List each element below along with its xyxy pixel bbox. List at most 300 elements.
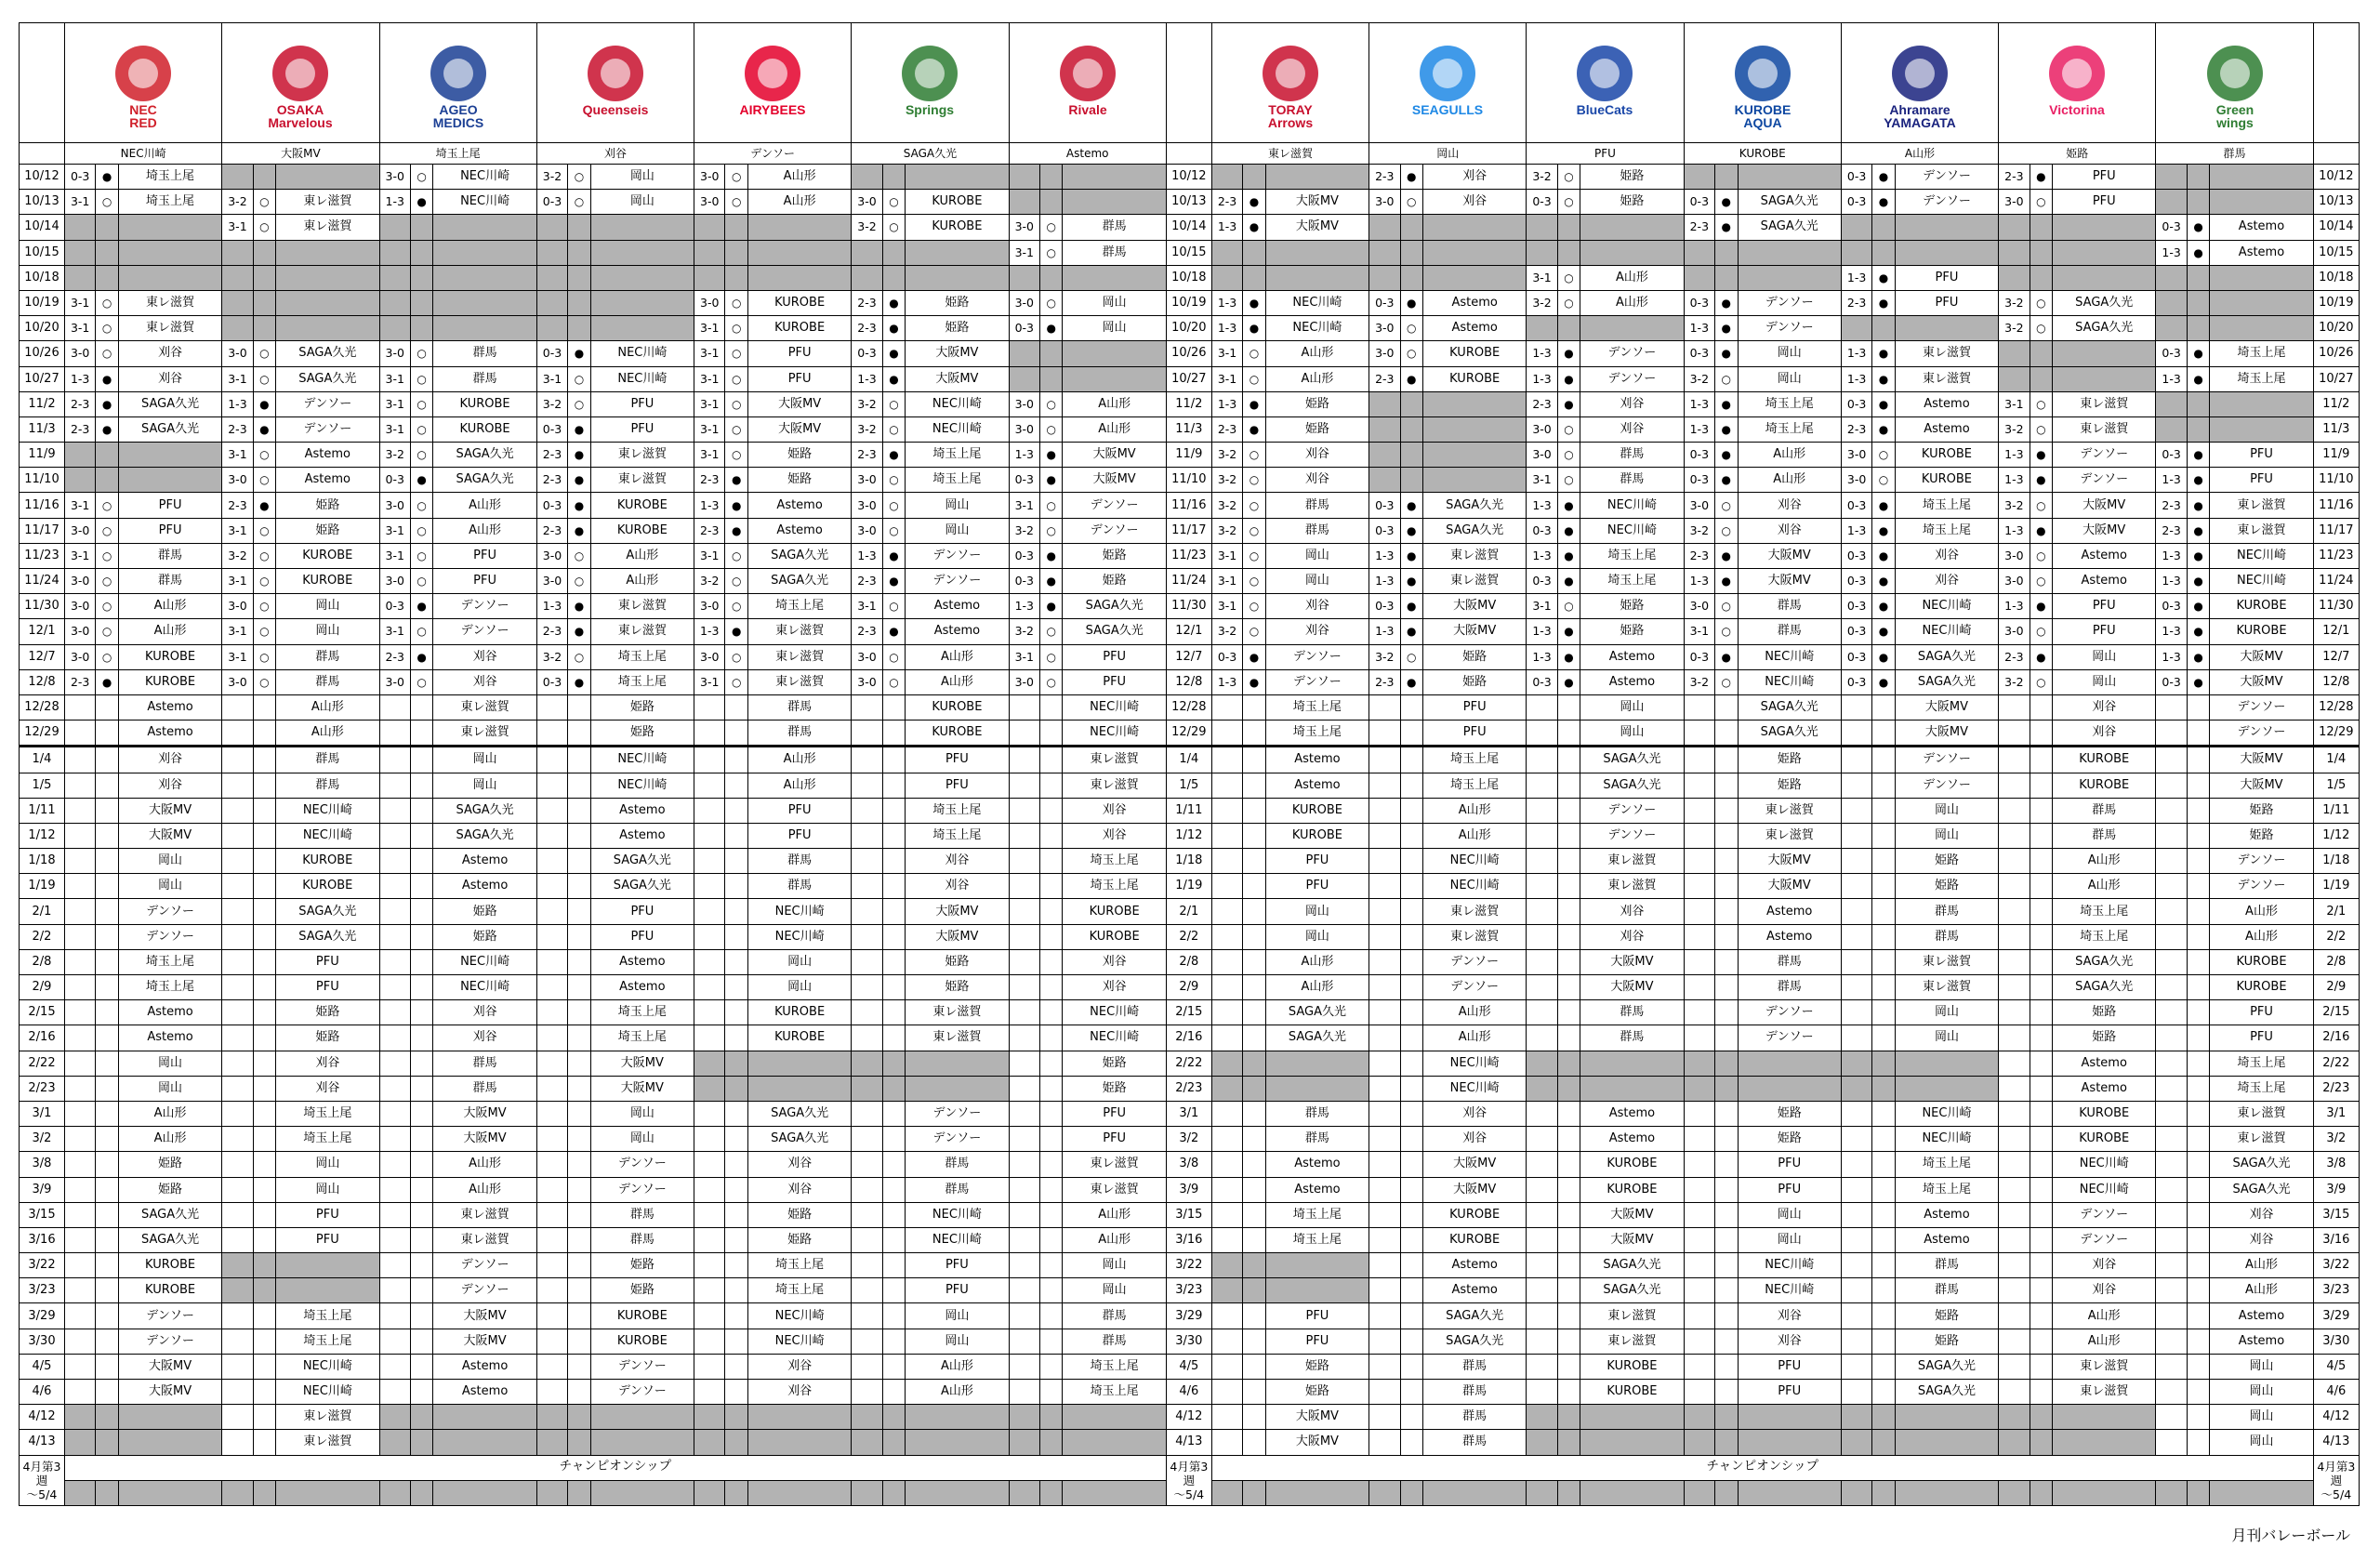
mark-blank bbox=[2187, 823, 2209, 848]
opponent-name: 大阪MV bbox=[2053, 493, 2156, 518]
opponent-name: PFU bbox=[1063, 1101, 1166, 1126]
date-cell: 2/9 bbox=[20, 975, 65, 1000]
score-blank bbox=[536, 1076, 567, 1101]
mark-blank bbox=[2030, 1177, 2052, 1202]
opponent-name: 大阪MV bbox=[1265, 215, 1368, 240]
opponent-name: KUROBE bbox=[1063, 899, 1166, 924]
match-score: 3-1 bbox=[379, 619, 410, 644]
match-score: 3-1 bbox=[379, 543, 410, 568]
opponent-name: 刈谷 bbox=[1738, 1329, 1841, 1354]
date-cell: 2/16 bbox=[2313, 1025, 2359, 1051]
mark-blank bbox=[1872, 1202, 1895, 1227]
opponent-name: 岡山 bbox=[1738, 1227, 1841, 1252]
score-blank bbox=[1369, 823, 1400, 848]
opponent-name: 姫路 bbox=[906, 975, 1009, 1000]
score-blank bbox=[64, 1278, 95, 1303]
schedule-row bbox=[20, 619, 2360, 644]
mark-blank bbox=[410, 823, 432, 848]
opponent-name: 群馬 bbox=[747, 721, 851, 747]
empty-cell bbox=[1684, 1051, 1714, 1076]
mark-blank bbox=[2187, 849, 2209, 874]
score-blank bbox=[1841, 798, 1871, 823]
match-score: 1-3 bbox=[1999, 443, 2030, 468]
mark-blank bbox=[1872, 1227, 1895, 1252]
win-loss-mark: ● bbox=[2187, 443, 2209, 468]
bluecats-logo bbox=[1549, 31, 1660, 135]
team-name: 岡山 bbox=[1369, 143, 1527, 165]
opponent-name: SAGA久光 bbox=[1422, 493, 1526, 518]
opponent-name: PFU bbox=[433, 569, 536, 594]
opponent-name: Astemo bbox=[1265, 773, 1368, 798]
empty-cell bbox=[2210, 316, 2313, 341]
empty-cell bbox=[433, 240, 536, 265]
score-blank bbox=[1527, 1202, 1557, 1227]
win-loss-mark: ○ bbox=[1557, 594, 1580, 619]
mark-blank bbox=[1039, 1152, 1062, 1177]
empty-cell bbox=[64, 240, 95, 265]
opponent-name: デンソー bbox=[118, 1303, 221, 1329]
opponent-name: SAGA久光 bbox=[2053, 316, 2156, 341]
win-loss-mark: ● bbox=[1243, 644, 1265, 669]
score-blank bbox=[1999, 1025, 2030, 1051]
date-cell: 10/27 bbox=[1166, 366, 1211, 391]
mark-blank bbox=[253, 1025, 275, 1051]
opponent-name: SAGA久光 bbox=[433, 823, 536, 848]
date-cell: 11/30 bbox=[20, 594, 65, 619]
opponent-name: 埼玉上尾 bbox=[276, 1303, 379, 1329]
match-score: 3-0 bbox=[64, 644, 95, 669]
score-blank bbox=[1009, 773, 1039, 798]
match-score: 2-3 bbox=[536, 518, 567, 543]
schedule-row bbox=[20, 1354, 2360, 1379]
win-loss-mark: ● bbox=[1557, 569, 1580, 594]
win-loss-mark: ○ bbox=[1039, 669, 1062, 694]
score-blank bbox=[1841, 773, 1871, 798]
win-loss-mark: ○ bbox=[1039, 493, 1062, 518]
empty-cell bbox=[410, 1480, 432, 1505]
score-blank bbox=[1999, 1202, 2030, 1227]
mark-blank bbox=[96, 694, 118, 720]
empty-cell bbox=[1265, 165, 1368, 190]
empty-cell bbox=[1211, 265, 1242, 290]
opponent-name: 群馬 bbox=[276, 773, 379, 798]
mark-blank bbox=[725, 1303, 747, 1329]
empty-cell bbox=[1369, 265, 1400, 290]
opponent-name: 姫路 bbox=[1895, 1303, 1998, 1329]
score-blank bbox=[64, 849, 95, 874]
match-score: 3-0 bbox=[1841, 443, 1871, 468]
win-loss-mark: ○ bbox=[1715, 669, 1738, 694]
opponent-name: 群馬 bbox=[118, 569, 221, 594]
empty-cell bbox=[852, 265, 882, 290]
date-cell: 10/12 bbox=[1166, 165, 1211, 190]
match-score: 1-3 bbox=[379, 190, 410, 215]
score-blank bbox=[536, 823, 567, 848]
opponent-name: NEC川崎 bbox=[1265, 290, 1368, 315]
empty-cell bbox=[1557, 215, 1580, 240]
empty-cell bbox=[1999, 265, 2030, 290]
date-cell: 10/13 bbox=[1166, 190, 1211, 215]
date-cell: 10/19 bbox=[2313, 290, 2359, 315]
opponent-name: A山形 bbox=[590, 543, 694, 568]
team-logo-cell bbox=[852, 23, 1009, 143]
mark-blank bbox=[410, 1329, 432, 1354]
score-blank bbox=[222, 874, 253, 899]
schedule-row bbox=[20, 924, 2360, 949]
mark-blank bbox=[568, 849, 590, 874]
mark-blank bbox=[1715, 1127, 1738, 1152]
mark-blank bbox=[1400, 1405, 1422, 1430]
match-score: 0-3 bbox=[2156, 215, 2187, 240]
match-score: 1-3 bbox=[1684, 416, 1714, 442]
opponent-name: NEC川崎 bbox=[1895, 1101, 1998, 1126]
mark-blank bbox=[96, 1025, 118, 1051]
opponent-name: デンソー bbox=[1738, 1000, 1841, 1025]
score-blank bbox=[1369, 874, 1400, 899]
empty-cell bbox=[118, 240, 221, 265]
score-blank bbox=[1369, 924, 1400, 949]
empty-cell bbox=[1527, 215, 1557, 240]
win-loss-mark: ○ bbox=[253, 543, 275, 568]
date-cell: 10/19 bbox=[20, 290, 65, 315]
mark-blank bbox=[1039, 1278, 1062, 1303]
mark-blank bbox=[410, 721, 432, 747]
opponent-name: 刈谷 bbox=[118, 341, 221, 366]
score-blank bbox=[1999, 1253, 2030, 1278]
opponent-name: 大阪MV bbox=[1580, 1202, 1684, 1227]
empty-cell bbox=[1841, 1405, 1871, 1430]
opponent-name: SAGA久光 bbox=[1738, 694, 1841, 720]
mark-blank bbox=[1872, 1253, 1895, 1278]
score-blank bbox=[1999, 823, 2030, 848]
opponent-name: 岡山 bbox=[1265, 569, 1368, 594]
match-score: 0-3 bbox=[1527, 669, 1557, 694]
empty-cell bbox=[1715, 1076, 1738, 1101]
opponent-name: 岡山 bbox=[1063, 290, 1166, 315]
opponent-name: 岡山 bbox=[276, 1152, 379, 1177]
mark-blank bbox=[410, 924, 432, 949]
mark-blank bbox=[2030, 1354, 2052, 1379]
mark-blank bbox=[725, 823, 747, 848]
empty-cell bbox=[410, 1405, 432, 1430]
opponent-name: 埼玉上尾 bbox=[1895, 493, 1998, 518]
opponent-name: デンソー bbox=[433, 619, 536, 644]
score-blank bbox=[1009, 975, 1039, 1000]
opponent-name: デンソー bbox=[2210, 694, 2313, 720]
match-score: 2-3 bbox=[694, 518, 725, 543]
empty-cell bbox=[882, 165, 905, 190]
date-cell: 12/29 bbox=[20, 721, 65, 747]
mark-blank bbox=[2030, 1380, 2052, 1405]
mark-blank bbox=[1557, 798, 1580, 823]
match-score: 3-2 bbox=[1527, 165, 1557, 190]
team-logo-cell bbox=[1684, 23, 1841, 143]
opponent-name: NEC川崎 bbox=[590, 773, 694, 798]
empty-cell bbox=[276, 265, 379, 290]
score-blank bbox=[1527, 1278, 1557, 1303]
opponent-name: 姫路 bbox=[276, 1025, 379, 1051]
opponent-name: 姫路 bbox=[1063, 1076, 1166, 1101]
match-score: 3-1 bbox=[536, 366, 567, 391]
mark-blank bbox=[568, 694, 590, 720]
mark-blank bbox=[1400, 1227, 1422, 1252]
opponent-name: SAGA久光 bbox=[276, 924, 379, 949]
date-cell: 4/6 bbox=[20, 1380, 65, 1405]
opponent-name: A山形 bbox=[433, 518, 536, 543]
win-loss-mark: ○ bbox=[253, 190, 275, 215]
match-score: 3-1 bbox=[694, 391, 725, 416]
score-blank bbox=[2156, 1227, 2187, 1252]
opponent-name: 姫路 bbox=[1063, 543, 1166, 568]
opponent-name: 大阪MV bbox=[1422, 1177, 1526, 1202]
opponent-name: 東レ滋賀 bbox=[590, 443, 694, 468]
win-loss-mark: ● bbox=[1715, 416, 1738, 442]
empty-cell bbox=[568, 1480, 590, 1505]
date-header-blank bbox=[1166, 143, 1211, 165]
empty-cell bbox=[906, 165, 1009, 190]
score-blank bbox=[1527, 899, 1557, 924]
score-blank bbox=[1369, 1253, 1400, 1278]
opponent-name: デンソー bbox=[2210, 849, 2313, 874]
team-logo-cell bbox=[379, 23, 536, 143]
mark-blank bbox=[1715, 949, 1738, 974]
opponent-name: NEC川崎 bbox=[433, 949, 536, 974]
empty-cell bbox=[2210, 165, 2313, 190]
mark-blank bbox=[1243, 721, 1265, 747]
match-score: 0-3 bbox=[1684, 341, 1714, 366]
mark-blank bbox=[1400, 975, 1422, 1000]
empty-cell bbox=[2210, 416, 2313, 442]
opponent-name: 姫路 bbox=[1265, 416, 1368, 442]
opponent-name: Astemo bbox=[2210, 215, 2313, 240]
opponent-name: 岡山 bbox=[747, 949, 851, 974]
opponent-name: 刈谷 bbox=[1063, 823, 1166, 848]
score-blank bbox=[2156, 798, 2187, 823]
date-cell: 2/2 bbox=[2313, 924, 2359, 949]
mark-blank bbox=[1400, 849, 1422, 874]
mark-blank bbox=[1715, 1177, 1738, 1202]
match-score: 1-3 bbox=[694, 619, 725, 644]
score-blank bbox=[694, 1127, 725, 1152]
match-score: 0-3 bbox=[1684, 290, 1714, 315]
empty-cell bbox=[222, 1480, 253, 1505]
schedule-row bbox=[20, 518, 2360, 543]
schedule-table bbox=[19, 22, 2360, 1506]
mark-blank bbox=[882, 694, 905, 720]
opponent-name: SAGA久光 bbox=[276, 366, 379, 391]
opponent-name: 東レ滋賀 bbox=[1580, 874, 1684, 899]
score-blank bbox=[1211, 849, 1242, 874]
empty-cell bbox=[276, 240, 379, 265]
mark-blank bbox=[2187, 1177, 2209, 1202]
empty-cell bbox=[1738, 1076, 1841, 1101]
opponent-name: 岡山 bbox=[906, 1303, 1009, 1329]
score-blank bbox=[694, 823, 725, 848]
opponent-name: NEC川崎 bbox=[747, 899, 851, 924]
score-blank bbox=[2156, 899, 2187, 924]
opponent-name: 大阪MV bbox=[118, 798, 221, 823]
score-blank bbox=[1684, 1329, 1714, 1354]
opponent-name: A山形 bbox=[1063, 391, 1166, 416]
opponent-name: 姫路 bbox=[2210, 823, 2313, 848]
win-loss-mark: ● bbox=[2187, 569, 2209, 594]
opponent-name: NEC川崎 bbox=[2210, 569, 2313, 594]
opponent-name: 群馬 bbox=[118, 543, 221, 568]
opponent-name: A山形 bbox=[2210, 924, 2313, 949]
opponent-name: デンソー bbox=[906, 1101, 1009, 1126]
mark-blank bbox=[1557, 1127, 1580, 1152]
opponent-name: デンソー bbox=[1895, 190, 1998, 215]
empty-cell bbox=[1400, 1480, 1422, 1505]
score-blank bbox=[1527, 1253, 1557, 1278]
score-blank bbox=[1211, 1380, 1242, 1405]
empty-cell bbox=[1369, 215, 1400, 240]
opponent-name: NEC川崎 bbox=[433, 190, 536, 215]
match-score: 3-1 bbox=[852, 594, 882, 619]
date-cell: 12/7 bbox=[2313, 644, 2359, 669]
score-blank bbox=[64, 1303, 95, 1329]
win-loss-mark: ○ bbox=[253, 443, 275, 468]
empty-cell bbox=[118, 265, 221, 290]
opponent-name: 刈谷 bbox=[2210, 1227, 2313, 1252]
match-score: 1-3 bbox=[1841, 265, 1871, 290]
svg-text:SEAGULLS: SEAGULLS bbox=[1412, 102, 1484, 117]
opponent-name: デンソー bbox=[1895, 747, 1998, 773]
match-score: 1-3 bbox=[1999, 518, 2030, 543]
opponent-name: デンソー bbox=[1063, 493, 1166, 518]
score-blank bbox=[1369, 798, 1400, 823]
date-cell: 12/8 bbox=[1166, 669, 1211, 694]
opponent-name: 埼玉上尾 bbox=[1265, 1227, 1368, 1252]
opponent-name: 埼玉上尾 bbox=[906, 468, 1009, 493]
opponent-name: PFU bbox=[1895, 265, 1998, 290]
schedule-row bbox=[20, 1202, 2360, 1227]
score-blank bbox=[536, 1253, 567, 1278]
win-loss-mark: ● bbox=[1872, 290, 1895, 315]
opponent-name: KUROBE bbox=[1895, 468, 1998, 493]
match-score: 3-1 bbox=[222, 443, 253, 468]
mark-blank bbox=[253, 1303, 275, 1329]
opponent-name: A山形 bbox=[1063, 1227, 1166, 1252]
opponent-name: 東レ滋賀 bbox=[433, 1202, 536, 1227]
empty-cell bbox=[1063, 165, 1166, 190]
green-wings-logo bbox=[2179, 31, 2291, 135]
mark-blank bbox=[410, 1177, 432, 1202]
mark-blank bbox=[2030, 874, 2052, 899]
mark-blank bbox=[1243, 773, 1265, 798]
mark-blank bbox=[1557, 1253, 1580, 1278]
mark-blank bbox=[725, 1025, 747, 1051]
empty-cell bbox=[1243, 1278, 1265, 1303]
empty-cell bbox=[96, 1405, 118, 1430]
opponent-name: 大阪MV bbox=[433, 1101, 536, 1126]
score-blank bbox=[379, 1051, 410, 1076]
mark-blank bbox=[1557, 1278, 1580, 1303]
date-cell: 2/23 bbox=[1166, 1076, 1211, 1101]
opponent-name: NEC川崎 bbox=[1265, 316, 1368, 341]
score-blank bbox=[1527, 1380, 1557, 1405]
opponent-name: KUROBE bbox=[1580, 1152, 1684, 1177]
match-score: 3-0 bbox=[1684, 493, 1714, 518]
win-loss-mark: ○ bbox=[1715, 619, 1738, 644]
opponent-name: Astemo bbox=[1895, 1227, 1998, 1252]
opponent-name: 岡山 bbox=[276, 594, 379, 619]
opponent-name: A山形 bbox=[276, 721, 379, 747]
empty-cell bbox=[64, 1430, 95, 1455]
empty-cell bbox=[1738, 1405, 1841, 1430]
opponent-name: 大阪MV bbox=[433, 1127, 536, 1152]
win-loss-mark: ● bbox=[1715, 543, 1738, 568]
match-score: 1-3 bbox=[1999, 468, 2030, 493]
mark-blank bbox=[882, 721, 905, 747]
empty-cell bbox=[1738, 1051, 1841, 1076]
opponent-name: PFU bbox=[1063, 1127, 1166, 1152]
score-blank bbox=[694, 949, 725, 974]
opponent-name: Astemo bbox=[118, 721, 221, 747]
date-cell: 3/30 bbox=[20, 1329, 65, 1354]
win-loss-mark: ● bbox=[2187, 619, 2209, 644]
mark-blank bbox=[725, 1227, 747, 1252]
date-cell: 10/13 bbox=[20, 190, 65, 215]
match-score: 3-2 bbox=[1369, 644, 1400, 669]
schedule-row bbox=[20, 391, 2360, 416]
opponent-name: Astemo bbox=[433, 1354, 536, 1379]
date-cell: 1/12 bbox=[2313, 823, 2359, 848]
win-loss-mark: ● bbox=[1872, 416, 1895, 442]
date-cell: 11/16 bbox=[20, 493, 65, 518]
score-blank bbox=[1369, 1354, 1400, 1379]
opponent-name: デンソー bbox=[1422, 949, 1526, 974]
empty-cell bbox=[379, 1430, 410, 1455]
empty-cell bbox=[2210, 190, 2313, 215]
opponent-name: 岡山 bbox=[906, 1329, 1009, 1354]
score-blank bbox=[379, 773, 410, 798]
mark-blank bbox=[2187, 1278, 2209, 1303]
win-loss-mark: ● bbox=[1243, 391, 1265, 416]
win-loss-mark: ○ bbox=[2030, 669, 2052, 694]
opponent-name: 群馬 bbox=[590, 1202, 694, 1227]
empty-cell bbox=[1580, 316, 1684, 341]
score-blank bbox=[1684, 1177, 1714, 1202]
opponent-name: 刈谷 bbox=[2210, 1202, 2313, 1227]
mark-blank bbox=[568, 1202, 590, 1227]
opponent-name: 刈谷 bbox=[276, 1076, 379, 1101]
win-loss-mark: ● bbox=[1557, 341, 1580, 366]
opponent-name: 埼玉上尾 bbox=[1895, 1177, 1998, 1202]
match-score: 0-3 bbox=[1211, 644, 1242, 669]
mark-blank bbox=[1039, 924, 1062, 949]
opponent-name: 岡山 bbox=[2053, 644, 2156, 669]
score-blank bbox=[1841, 823, 1871, 848]
score-blank bbox=[379, 1152, 410, 1177]
score-blank bbox=[2156, 1076, 2187, 1101]
score-blank bbox=[1211, 721, 1242, 747]
empty-cell bbox=[222, 316, 253, 341]
mark-blank bbox=[1715, 1329, 1738, 1354]
opponent-name: 姫路 bbox=[1738, 747, 1841, 773]
empty-cell bbox=[2187, 316, 2209, 341]
empty-cell bbox=[433, 265, 536, 290]
mark-blank bbox=[2030, 975, 2052, 1000]
match-score: 3-2 bbox=[1684, 518, 1714, 543]
mark-blank bbox=[1557, 924, 1580, 949]
empty-cell bbox=[1527, 1051, 1557, 1076]
win-loss-mark: ○ bbox=[725, 644, 747, 669]
opponent-name: 東レ滋賀 bbox=[2053, 416, 2156, 442]
score-blank bbox=[379, 1380, 410, 1405]
mark-blank bbox=[1400, 1000, 1422, 1025]
win-loss-mark: ○ bbox=[882, 493, 905, 518]
